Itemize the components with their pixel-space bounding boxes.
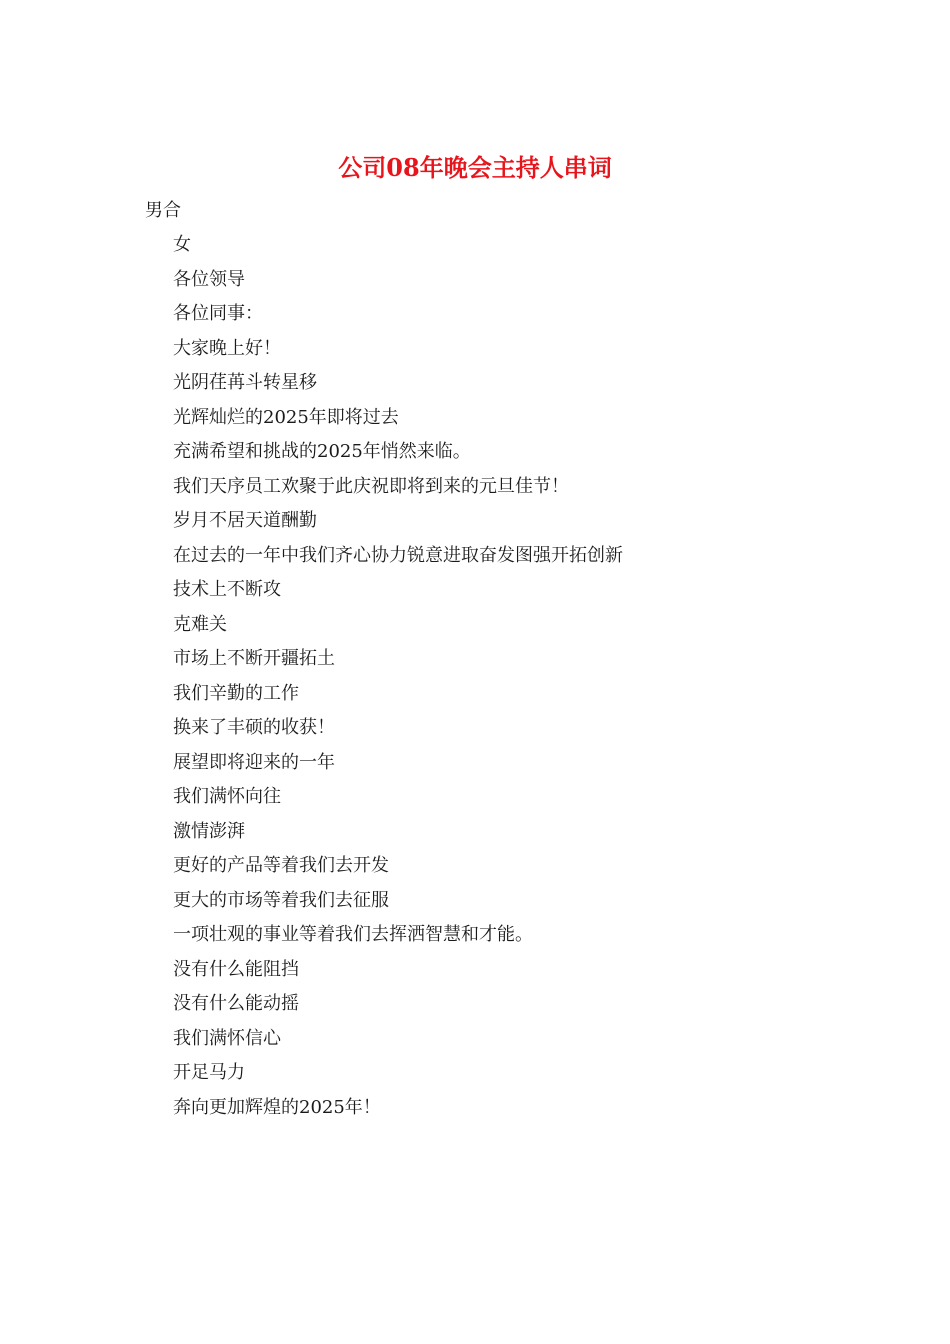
script-line: 市场上不断开疆拓土 [173,648,335,669]
script-line: 没有什么能阻挡 [173,958,299,980]
script-line: 各位同事： [173,303,263,324]
script-line: 一项壮观的事业等着我们去挥洒智慧和才能。 [173,924,533,945]
script-line: 光阴荏苒斗转星移 [173,372,317,393]
script-line: 换来了丰硕的收获！ [173,717,335,738]
script-line: 更好的产品等着我们去开发 [173,855,389,876]
script-line: 展望即将迎来的一年 [173,751,335,773]
script-line: 大家晚上好！ [173,337,281,359]
script-line: 技术上不断攻 [173,579,281,600]
script-line: 我们辛勤的工作 [173,682,299,704]
script-line: 各位领导 [173,268,245,290]
speaker-label: 男合 [145,200,181,221]
script-line: 激情澎湃 [173,820,245,842]
script-line: 岁月不居天道酬勤 [173,510,317,531]
script-line: 在过去的一年中我们齐心协力锐意进取奋发图强开拓创新 [173,544,623,566]
script-line: 我们满怀向往 [173,786,281,807]
script-line: 奔向更加辉煌的2025年！ [173,1096,381,1118]
script-line: 开足马力 [173,1062,245,1083]
script-line: 克难关 [173,613,227,635]
script-line: 光辉灿烂的2025年即将过去 [173,406,399,428]
document-title: 公司08年晚会主持人串词 [338,153,612,182]
script-line: 充满希望和挑战的2025年悄然来临。 [173,441,471,462]
script-line: 我们满怀信心 [173,1027,281,1049]
script-line: 更大的市场等着我们去征服 [173,889,389,911]
script-line: 我们天序员工欢聚于此庆祝即将到来的元旦佳节！ [173,475,569,497]
script-line: 女 [173,234,191,255]
script-line: 没有什么能动摇 [173,993,299,1014]
script-lines [173,231,623,1128]
